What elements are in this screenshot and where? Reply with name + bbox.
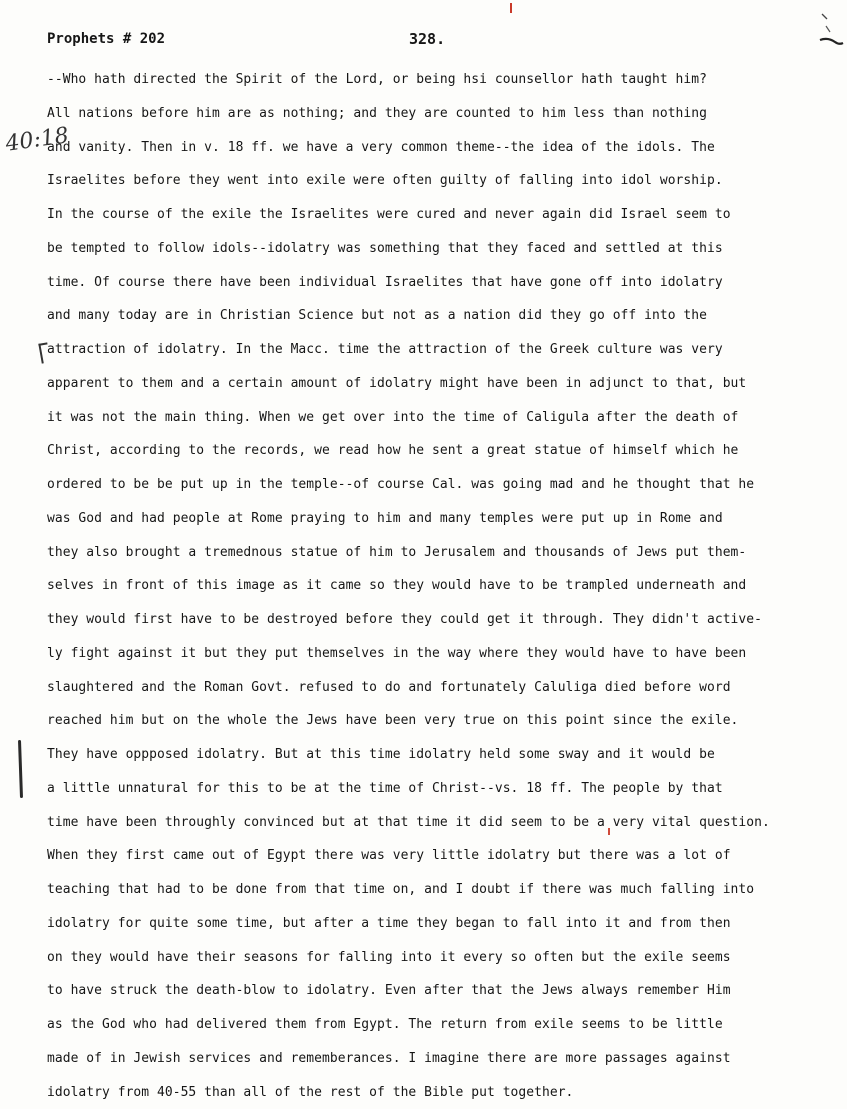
text-line: and many today are in Christian Science but not as a nation did they go off into the xyxy=(47,299,835,333)
red-pencil-mark xyxy=(510,3,512,13)
text-line: ordered to be be put up in the temple--of course Cal. was going mad and he thought that he xyxy=(47,468,835,502)
text-line: ly fight against it but they put themselves in the way where they would have to have been xyxy=(47,637,835,671)
corner-pen-marks xyxy=(818,10,844,48)
text-line: When they first came out of Egypt there was very little idolatry but there was a lot of xyxy=(47,839,835,873)
text-line: reached him but on the whole the Jews have been very true on this point since the exile. xyxy=(47,704,835,738)
text-line: it was not the main thing. When we get over into the time of Caligula after the death of xyxy=(47,401,835,435)
handwritten-margin-note: 40:18 xyxy=(4,123,70,157)
margin-pen-stroke xyxy=(18,740,23,798)
text-line: they would first have to be destroyed before they could get it through. They didn't active- xyxy=(47,603,835,637)
text-line: they also brought a tremednous statue of him to Jerusalem and thousands of Jews put them- xyxy=(47,536,835,570)
text-line: apparent to them and a certain amount of idolatry might have been in adjunct to that, but xyxy=(47,367,835,401)
text-line: made of in Jewish services and rememberances. I imagine there are more passages against xyxy=(47,1042,835,1076)
typed-text-body xyxy=(47,63,837,1109)
text-line: In the course of the exile the Israelites were cured and never again did Israel seem to xyxy=(47,198,835,232)
course-label: Prophets # 202 xyxy=(47,31,165,47)
text-line: idolatry from 40-55 than all of the rest of the Bible put together. xyxy=(47,1076,835,1109)
text-line: Christ, according to the records, we read how he sent a great statue of himself which he xyxy=(47,434,835,468)
text-line: as the God who had delivered them from Egypt. The return from exile seems to be little xyxy=(47,1008,835,1042)
text-line: a little unnatural for this to be at the time of Christ--vs. 18 ff. The people by that xyxy=(47,772,835,806)
page-number: 328. xyxy=(409,30,445,48)
text-line: and vanity. Then in v. 18 ff. we have a very common theme--the idea of the idols. The xyxy=(47,131,835,165)
text-line: teaching that had to be done from that time on, and I doubt if there was much falling into xyxy=(47,873,835,907)
text-line: --Who hath directed the Spirit of the Lord, or being hsi counsellor hath taught him? xyxy=(47,63,835,97)
text-line: idolatry for quite some time, but after a time they began to fall into it and from then xyxy=(47,907,835,941)
text-line: on they would have their seasons for falling into it every so often but the exile seems xyxy=(47,941,835,975)
text-line: to have struck the death-blow to idolatry. Even after that the Jews always remember Him xyxy=(47,974,835,1008)
text-line: time. Of course there have been individual Israelites that have gone off into idolatry xyxy=(47,266,835,300)
text-line: They have oppposed idolatry. But at this time idolatry held some sway and it would be xyxy=(47,738,835,772)
text-line: All nations before him are as nothing; and they are counted to him less than nothing xyxy=(47,97,835,131)
text-line: was God and had people at Rome praying to him and many temples were put up in Rome and xyxy=(47,502,835,536)
text-line: slaughtered and the Roman Govt. refused to do and fortunately Caluliga died before word xyxy=(47,671,835,705)
text-line: attraction of idolatry. In the Macc. time the attraction of the Greek culture was very xyxy=(47,333,835,367)
text-line: Israelites before they went into exile were often guilty of falling into idol worship. xyxy=(47,164,835,198)
text-line: be tempted to follow idols--idolatry was something that they faced and settled at this xyxy=(47,232,835,266)
page-header xyxy=(47,29,827,53)
text-line: selves in front of this image as it came so they would have to be trampled underneath and xyxy=(47,569,835,603)
text-line: time have been throughly convinced but at that time it did seem to be a very vital question. xyxy=(47,806,835,840)
